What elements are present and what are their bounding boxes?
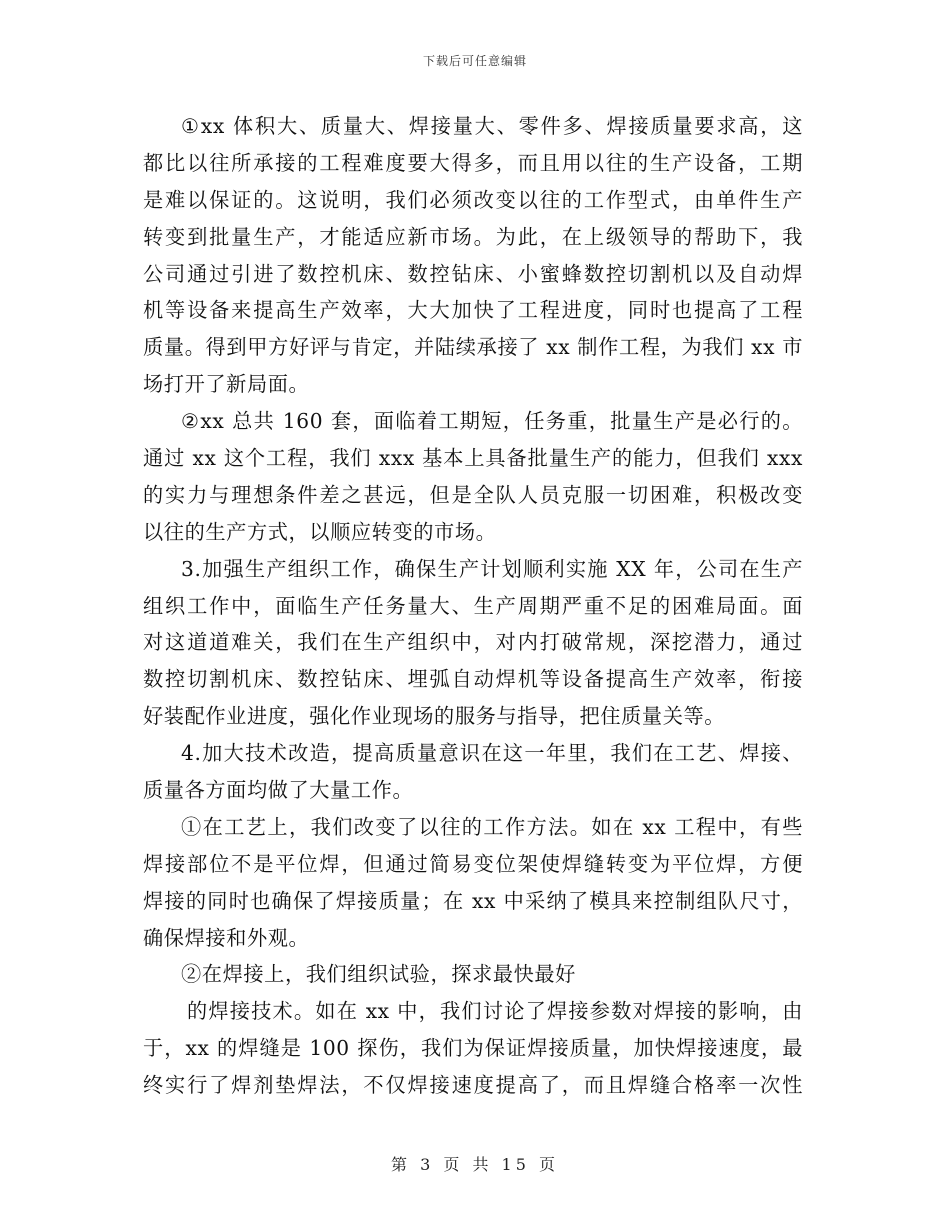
text-line: ①在工艺上，我们改变了以往的工作方法。如在 xx 工程中，有些 xyxy=(181,814,803,839)
text-line: ①xx 体积大、质量大、焊接量大、零件多、焊接质量要求高，这 xyxy=(181,114,803,138)
text-line: 的实力与理想条件差之甚远，但是全队人员克服一切困难，积极改变 xyxy=(143,482,803,507)
text-line: 通过 xx 这个工程，我们 xxx 基本上具备批量生产的能力，但我们 xxx xyxy=(143,446,803,471)
page-footer: 第 3 页 共 15 页 xyxy=(391,1155,559,1174)
text-line: 质量。得到甲方好评与肯定，并陆续承接了 xx 制作工程，为我们 xx 市 xyxy=(143,335,803,360)
text-line: 好装配作业进度，强化作业现场的服务与指导，把住质量关等。 xyxy=(143,704,726,729)
text-line: 公司通过引进了数控机床、数控钻床、小蜜蜂数控切割机以及自动焊 xyxy=(143,261,803,286)
text-line: 机等设备来提高生产效率，大大加快了工程进度，同时也提高了工程 xyxy=(143,298,803,323)
text-line: 的焊接技术。如在 xx 中，我们讨论了焊接参数对焊接的影响，由 xyxy=(187,999,803,1024)
text-line: 都比以往所承接的工程难度要大得多，而且用以往的生产设备，工期 xyxy=(143,150,803,175)
text-line: 以往的生产方式，以顺应转变的市场。 xyxy=(143,519,497,544)
document-body xyxy=(143,108,803,1104)
text-line: 焊接的同时也确保了焊接质量；在 xx 中采纳了模具来控制组队尺寸， xyxy=(143,888,803,913)
text-line: 对这道道难关，我们在生产组织中，对内打破常规，深挖潜力，通过 xyxy=(143,630,803,655)
text-line: 转变到批量生产，才能适应新市场。为此，在上级领导的帮助下，我 xyxy=(143,224,803,249)
text-line: 是难以保证的。这说明，我们必须改变以往的工作型式，由单件生产 xyxy=(143,187,803,212)
text-line: 于，xx 的焊缝是 100 探伤，我们为保证焊接质量，加快焊接速度，最 xyxy=(143,1036,803,1061)
text-line: ②在焊接上，我们组织试验，探求最快最好 xyxy=(181,962,576,987)
page-header: 下载后可任意编辑 xyxy=(422,54,527,68)
text-line: 数控切割机床、数控钻床、埋弧自动焊机等设备提高生产效率，衔接 xyxy=(143,667,803,692)
text-line: 质量各方面均做了大量工作。 xyxy=(143,778,414,803)
text-line: 组织工作中，面临生产任务量大、生产周期严重不足的困难局面。面 xyxy=(143,593,803,618)
text-line: 场打开了新局面。 xyxy=(143,372,310,397)
text-line: 确保焊接和外观。 xyxy=(143,925,310,950)
text-line: 终实行了焊剂垫焊法，不仅焊接速度提高了，而且焊缝合格率一次性 xyxy=(143,1073,803,1098)
text-line: ②xx 总共 160 套，面临着工期短，任务重，批量生产是必行的。 xyxy=(181,409,803,434)
text-line: 3.加强生产组织工作，确保生产计划顺利实施 XX 年，公司在生产 xyxy=(181,556,803,581)
text-line: 4.加大技术改造，提高质量意识在这一年里，我们在工艺、焊接、 xyxy=(181,741,803,766)
text-line: 焊接部位不是平位焊，但通过简易变位架使焊缝转变为平位焊，方便 xyxy=(143,851,803,876)
